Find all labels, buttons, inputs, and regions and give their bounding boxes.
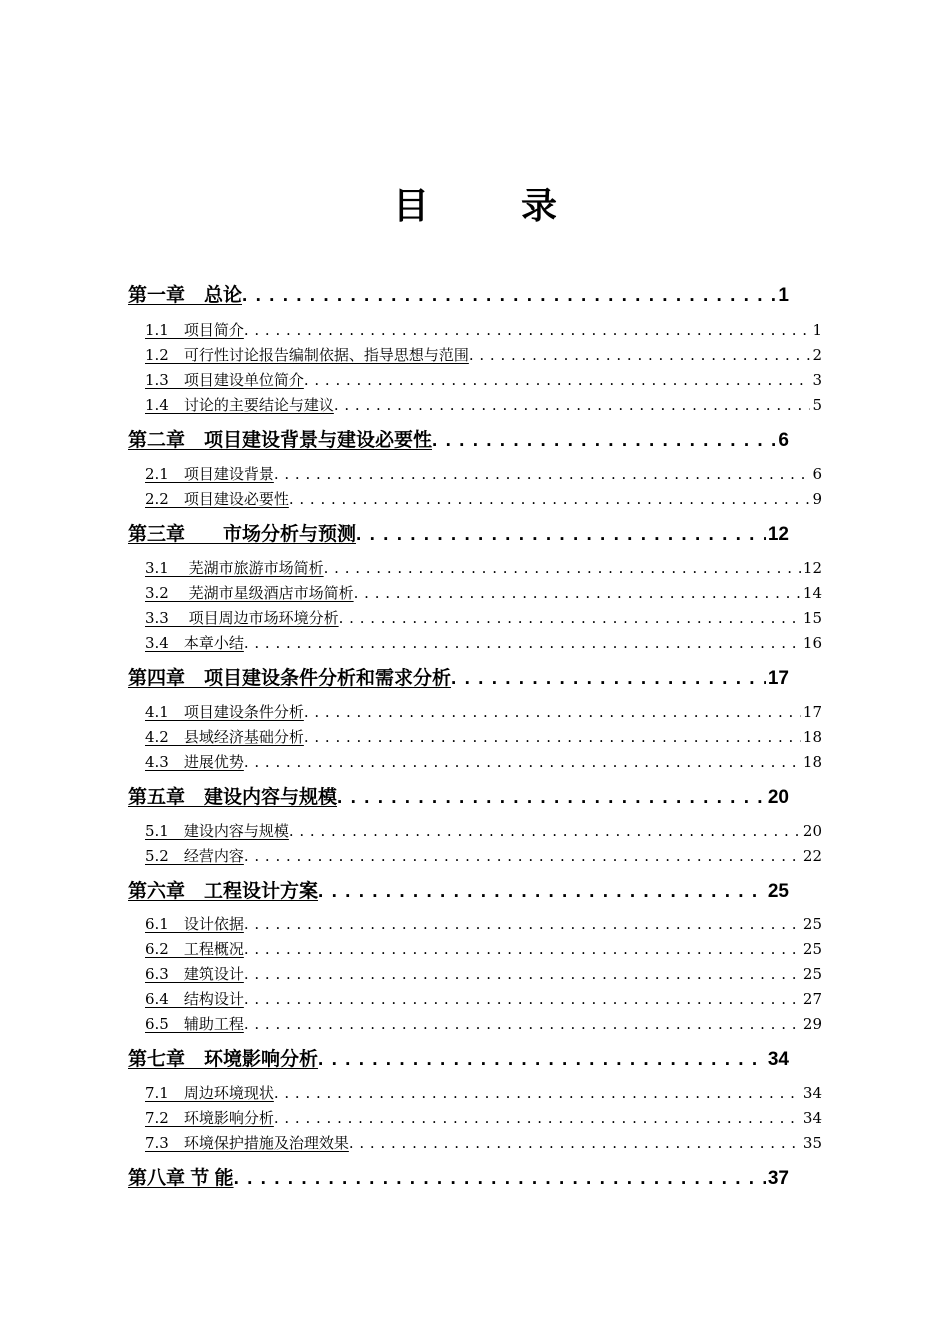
toc-entry-link[interactable]: 3.3 项目周边市场环境分析 bbox=[145, 609, 339, 627]
toc-section-entry[interactable] bbox=[145, 821, 822, 841]
toc-page-number: 6 bbox=[778, 430, 789, 451]
dot-leader bbox=[469, 345, 811, 365]
toc-entry-link[interactable]: 第三章 市场分析与预测 bbox=[128, 524, 357, 545]
dot-leader bbox=[356, 522, 766, 548]
toc-entry-link[interactable]: 6.1 设计依据 bbox=[145, 915, 244, 933]
toc-entry-link[interactable]: 第六章 工程设计方案 bbox=[128, 881, 319, 902]
toc-section-entry[interactable] bbox=[145, 914, 822, 934]
toc-page-number: 18 bbox=[802, 753, 822, 771]
dot-leader bbox=[244, 989, 801, 1009]
toc-page-number: 34 bbox=[767, 1049, 789, 1070]
toc-page-number: 17 bbox=[767, 668, 789, 689]
toc-page-number: 25 bbox=[802, 915, 822, 933]
dot-leader bbox=[234, 1166, 766, 1192]
dot-leader bbox=[334, 395, 811, 415]
toc-entry-link[interactable]: 5.2 经营内容 bbox=[145, 847, 244, 865]
toc-page-number: 20 bbox=[767, 787, 789, 808]
toc-section-entry[interactable] bbox=[145, 583, 822, 603]
dot-leader bbox=[354, 583, 801, 603]
dot-leader bbox=[451, 666, 766, 692]
toc-section-entry[interactable] bbox=[145, 727, 822, 747]
toc-page-number: 15 bbox=[802, 609, 822, 627]
toc-entry-link[interactable]: 5.1 建设内容与规模 bbox=[145, 822, 289, 840]
toc-page-number: 20 bbox=[802, 822, 822, 840]
dot-leader bbox=[274, 1108, 801, 1128]
page-title: 目 录 bbox=[392, 185, 585, 227]
dot-leader bbox=[244, 320, 811, 340]
toc-entry-link[interactable]: 7.2 环境影响分析 bbox=[145, 1109, 274, 1127]
toc-page-number: 6 bbox=[812, 465, 822, 483]
toc-chapter-entry[interactable] bbox=[128, 428, 789, 454]
toc-section-entry[interactable] bbox=[145, 964, 822, 984]
toc-entry-link[interactable]: 1.2 可行性讨论报告编制依据、指导思想与范围 bbox=[145, 346, 469, 364]
toc-chapter-entry[interactable] bbox=[128, 522, 789, 548]
dot-leader bbox=[304, 702, 801, 722]
toc-page-number: 22 bbox=[802, 847, 822, 865]
toc-section-entry[interactable] bbox=[145, 702, 822, 722]
toc-entry-link[interactable]: 6.5 辅助工程 bbox=[145, 1015, 244, 1033]
toc-page-number: 25 bbox=[802, 940, 822, 958]
dot-leader bbox=[244, 1014, 801, 1034]
toc-entry-link[interactable]: 4.3 进展优势 bbox=[145, 753, 244, 771]
toc-entry-link[interactable]: 2.2 项目建设必要性 bbox=[145, 490, 289, 508]
toc-section-entry[interactable] bbox=[145, 558, 822, 578]
toc-section-entry[interactable] bbox=[145, 395, 822, 415]
dot-leader bbox=[289, 489, 811, 509]
toc-page-number: 27 bbox=[802, 990, 822, 1008]
toc-entry-link[interactable]: 1.1 项目简介 bbox=[145, 321, 244, 339]
toc-page-number: 16 bbox=[802, 634, 822, 652]
toc-page-number: 9 bbox=[812, 490, 822, 508]
toc-page-number: 1 bbox=[778, 285, 789, 306]
toc-section-entry[interactable] bbox=[145, 489, 822, 509]
toc-page-number: 25 bbox=[802, 965, 822, 983]
dot-leader bbox=[432, 428, 776, 454]
toc-page-number: 35 bbox=[802, 1134, 822, 1152]
toc-section-entry[interactable] bbox=[145, 939, 822, 959]
toc-chapter-entry[interactable] bbox=[128, 1047, 789, 1073]
toc-entry-link[interactable]: 第七章 环境影响分析 bbox=[128, 1049, 319, 1070]
toc-section-entry[interactable] bbox=[145, 1133, 822, 1153]
toc-chapter-entry[interactable] bbox=[128, 879, 789, 905]
toc-entry-link[interactable]: 6.2 工程概况 bbox=[145, 940, 244, 958]
toc-entry-link[interactable]: 4.2 县域经济基础分析 bbox=[145, 728, 304, 746]
toc-entry-link[interactable]: 第八章 节 能 bbox=[128, 1168, 234, 1189]
toc-entry-link[interactable]: 7.3 环境保护措施及治理效果 bbox=[145, 1134, 349, 1152]
dot-leader bbox=[274, 464, 811, 484]
toc-entry-link[interactable]: 2.1 项目建设背景 bbox=[145, 465, 274, 483]
toc-entry-link[interactable]: 第五章 建设内容与规模 bbox=[128, 787, 338, 808]
dot-leader bbox=[349, 1133, 801, 1153]
dot-leader bbox=[274, 1083, 801, 1103]
toc-page-number: 12 bbox=[802, 559, 822, 577]
toc-section-entry[interactable] bbox=[145, 464, 822, 484]
toc-chapter-entry[interactable] bbox=[128, 1166, 789, 1192]
toc-page-number: 25 bbox=[767, 881, 789, 902]
toc-page-number: 5 bbox=[812, 396, 822, 414]
toc-entry-link[interactable]: 3.4 本章小结 bbox=[145, 634, 244, 652]
toc-section-entry[interactable] bbox=[145, 846, 822, 866]
toc-page-number: 2 bbox=[812, 346, 822, 364]
dot-leader bbox=[289, 821, 801, 841]
toc-entry-link[interactable]: 3.1 芜湖市旅游市场简析 bbox=[145, 559, 324, 577]
dot-leader bbox=[244, 914, 801, 934]
toc-entry-link[interactable]: 第二章 项目建设背景与建设必要性 bbox=[128, 430, 433, 451]
toc-entry-link[interactable]: 6.3 建筑设计 bbox=[145, 965, 244, 983]
toc-page-number: 17 bbox=[802, 703, 822, 721]
dot-leader bbox=[244, 752, 801, 772]
toc-entry-link[interactable]: 1.4 讨论的主要结论与建议 bbox=[145, 396, 334, 414]
dot-leader bbox=[244, 846, 801, 866]
toc-chapter-entry[interactable] bbox=[128, 785, 789, 811]
toc-page-number: 34 bbox=[802, 1109, 822, 1127]
toc-section-entry[interactable] bbox=[145, 1083, 822, 1103]
toc-section-entry[interactable] bbox=[145, 370, 822, 390]
dot-leader bbox=[244, 939, 801, 959]
toc-section-entry[interactable] bbox=[145, 320, 822, 340]
toc-entry-link[interactable]: 4.1 项目建设条件分析 bbox=[145, 703, 304, 721]
dot-leader bbox=[242, 283, 776, 309]
dot-leader bbox=[244, 964, 801, 984]
dot-leader bbox=[324, 558, 801, 578]
toc-section-entry[interactable] bbox=[145, 633, 822, 653]
toc-page-number: 12 bbox=[767, 524, 789, 545]
toc-page-number: 18 bbox=[802, 728, 822, 746]
toc-section-entry[interactable] bbox=[145, 345, 822, 365]
toc-chapter-entry[interactable] bbox=[128, 283, 789, 309]
toc-page-number: 34 bbox=[802, 1084, 822, 1102]
dot-leader bbox=[337, 785, 766, 811]
toc-page-number: 1 bbox=[812, 321, 822, 339]
toc-entry-link[interactable]: 1.3 项目建设单位简介 bbox=[145, 371, 304, 389]
dot-leader bbox=[244, 633, 801, 653]
toc-page-number: 29 bbox=[802, 1015, 822, 1033]
toc-section-entry[interactable] bbox=[145, 1014, 822, 1034]
dot-leader bbox=[339, 608, 801, 628]
toc-entry-link[interactable]: 6.4 结构设计 bbox=[145, 990, 244, 1008]
dot-leader bbox=[304, 727, 801, 747]
toc-entry-link[interactable]: 3.2 芜湖市星级酒店市场简析 bbox=[145, 584, 354, 602]
dot-leader bbox=[318, 879, 766, 905]
toc-chapter-entry[interactable] bbox=[128, 666, 789, 692]
toc-page-number: 3 bbox=[812, 371, 822, 389]
toc-entry-link[interactable]: 第一章 总论 bbox=[128, 285, 243, 306]
dot-leader bbox=[304, 370, 811, 390]
toc-entry-link[interactable]: 第四章 项目建设条件分析和需求分析 bbox=[128, 668, 452, 689]
toc-section-entry[interactable] bbox=[145, 1108, 822, 1128]
toc-section-entry[interactable] bbox=[145, 608, 822, 628]
dot-leader bbox=[318, 1047, 766, 1073]
toc-section-entry[interactable] bbox=[145, 989, 822, 1009]
toc-section-entry[interactable] bbox=[145, 752, 822, 772]
toc-entry-link[interactable]: 7.1 周边环境现状 bbox=[145, 1084, 274, 1102]
toc-page-number: 37 bbox=[767, 1168, 789, 1189]
toc-page-number: 14 bbox=[802, 584, 822, 602]
